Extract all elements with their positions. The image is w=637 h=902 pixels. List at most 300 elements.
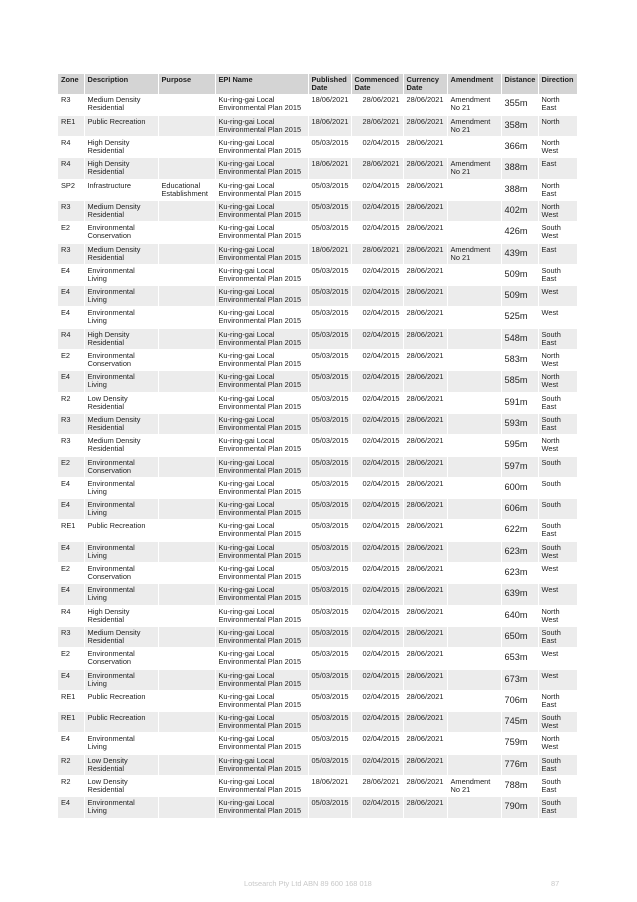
cell-epi-name: Ku-ring-gai Local Environmental Plan 2015 xyxy=(215,435,308,456)
cell-currency-date: 28/06/2021 xyxy=(403,392,447,413)
table-row xyxy=(58,435,577,456)
table-row xyxy=(58,179,577,200)
cell-distance: 509m xyxy=(501,264,538,285)
cell-amendment xyxy=(447,137,501,158)
cell-commenced-date: 02/04/2015 xyxy=(351,712,403,733)
cell-amendment: Amendment No 21 xyxy=(447,158,501,179)
table-row xyxy=(58,712,577,733)
cell-epi-name: Ku-ring-gai Local Environmental Plan 2015 xyxy=(215,200,308,221)
header-amendment: Amendment xyxy=(447,74,501,94)
cell-distance: 650m xyxy=(501,626,538,647)
cell-amendment xyxy=(447,328,501,349)
cell-direction: South West xyxy=(538,541,577,562)
cell-description: Medium Density Residential xyxy=(84,435,158,456)
cell-published-date: 05/03/2015 xyxy=(308,733,351,754)
cell-direction: East xyxy=(538,158,577,179)
cell-zone: E4 xyxy=(58,584,84,605)
cell-published-date: 05/03/2015 xyxy=(308,584,351,605)
header-commenced-date: Commenced Date xyxy=(351,74,403,94)
cell-purpose xyxy=(158,94,215,115)
table-row xyxy=(58,477,577,498)
cell-currency-date: 28/06/2021 xyxy=(403,605,447,626)
cell-distance: 623m xyxy=(501,563,538,584)
cell-commenced-date: 02/04/2015 xyxy=(351,499,403,520)
cell-epi-name: Ku-ring-gai Local Environmental Plan 2015 xyxy=(215,776,308,797)
cell-epi-name: Ku-ring-gai Local Environmental Plan 2015 xyxy=(215,584,308,605)
cell-purpose xyxy=(158,797,215,818)
cell-epi-name: Ku-ring-gai Local Environmental Plan 2015 xyxy=(215,328,308,349)
cell-published-date: 05/03/2015 xyxy=(308,669,351,690)
cell-amendment: Amendment No 21 xyxy=(447,94,501,115)
cell-published-date: 05/03/2015 xyxy=(308,435,351,456)
cell-direction: South East xyxy=(538,626,577,647)
cell-purpose xyxy=(158,286,215,307)
cell-epi-name: Ku-ring-gai Local Environmental Plan 2015 xyxy=(215,243,308,264)
cell-zone: R4 xyxy=(58,328,84,349)
cell-currency-date: 28/06/2021 xyxy=(403,200,447,221)
cell-published-date: 05/03/2015 xyxy=(308,541,351,562)
cell-epi-name: Ku-ring-gai Local Environmental Plan 2015 xyxy=(215,413,308,434)
cell-currency-date: 28/06/2021 xyxy=(403,179,447,200)
cell-amendment xyxy=(447,754,501,775)
cell-distance: 759m xyxy=(501,733,538,754)
zoning-table xyxy=(58,74,578,819)
cell-purpose xyxy=(158,264,215,285)
table-row xyxy=(58,158,577,179)
cell-epi-name: Ku-ring-gai Local Environmental Plan 2015 xyxy=(215,712,308,733)
table-row xyxy=(58,605,577,626)
cell-epi-name: Ku-ring-gai Local Environmental Plan 2015 xyxy=(215,115,308,136)
header-direction: Direction xyxy=(538,74,577,94)
cell-purpose xyxy=(158,243,215,264)
cell-distance: 606m xyxy=(501,499,538,520)
cell-zone: RE1 xyxy=(58,690,84,711)
cell-commenced-date: 02/04/2015 xyxy=(351,648,403,669)
header-description: Description xyxy=(84,74,158,94)
cell-commenced-date: 02/04/2015 xyxy=(351,264,403,285)
header-purpose: Purpose xyxy=(158,74,215,94)
cell-purpose xyxy=(158,115,215,136)
cell-published-date: 05/03/2015 xyxy=(308,137,351,158)
cell-direction: South East xyxy=(538,797,577,818)
cell-distance: 639m xyxy=(501,584,538,605)
cell-zone: E2 xyxy=(58,350,84,371)
cell-zone: E2 xyxy=(58,222,84,243)
cell-description: Infrastructure xyxy=(84,179,158,200)
cell-commenced-date: 02/04/2015 xyxy=(351,690,403,711)
cell-currency-date: 28/06/2021 xyxy=(403,712,447,733)
cell-description: Low Density Residential xyxy=(84,776,158,797)
cell-distance: 439m xyxy=(501,243,538,264)
cell-purpose xyxy=(158,605,215,626)
cell-commenced-date: 02/04/2015 xyxy=(351,350,403,371)
cell-published-date: 05/03/2015 xyxy=(308,605,351,626)
cell-amendment xyxy=(447,264,501,285)
cell-published-date: 05/03/2015 xyxy=(308,456,351,477)
cell-published-date: 05/03/2015 xyxy=(308,413,351,434)
cell-commenced-date: 02/04/2015 xyxy=(351,541,403,562)
cell-description: Environmental Living xyxy=(84,477,158,498)
cell-commenced-date: 02/04/2015 xyxy=(351,626,403,647)
cell-zone: E2 xyxy=(58,456,84,477)
cell-zone: E4 xyxy=(58,371,84,392)
cell-commenced-date: 28/06/2021 xyxy=(351,94,403,115)
cell-published-date: 18/06/2021 xyxy=(308,94,351,115)
cell-direction: South East xyxy=(538,392,577,413)
cell-direction: South xyxy=(538,456,577,477)
table-row xyxy=(58,541,577,562)
cell-currency-date: 28/06/2021 xyxy=(403,115,447,136)
cell-currency-date: 28/06/2021 xyxy=(403,435,447,456)
cell-epi-name: Ku-ring-gai Local Environmental Plan 2015 xyxy=(215,541,308,562)
cell-amendment xyxy=(447,456,501,477)
cell-zone: R3 xyxy=(58,243,84,264)
cell-commenced-date: 02/04/2015 xyxy=(351,200,403,221)
cell-zone: R3 xyxy=(58,94,84,115)
cell-zone: E4 xyxy=(58,307,84,328)
cell-published-date: 05/03/2015 xyxy=(308,712,351,733)
cell-epi-name: Ku-ring-gai Local Environmental Plan 2015 xyxy=(215,179,308,200)
cell-purpose xyxy=(158,137,215,158)
cell-purpose xyxy=(158,222,215,243)
table-row xyxy=(58,626,577,647)
cell-currency-date: 28/06/2021 xyxy=(403,307,447,328)
cell-purpose xyxy=(158,371,215,392)
cell-zone: R4 xyxy=(58,158,84,179)
cell-purpose xyxy=(158,648,215,669)
cell-amendment xyxy=(447,499,501,520)
cell-description: Medium Density Residential xyxy=(84,626,158,647)
cell-direction: South xyxy=(538,477,577,498)
table-row xyxy=(58,264,577,285)
cell-amendment xyxy=(447,392,501,413)
cell-distance: 585m xyxy=(501,371,538,392)
cell-distance: 595m xyxy=(501,435,538,456)
table-header-row xyxy=(58,74,577,94)
cell-epi-name: Ku-ring-gai Local Environmental Plan 2015 xyxy=(215,605,308,626)
table-row xyxy=(58,499,577,520)
cell-epi-name: Ku-ring-gai Local Environmental Plan 2015 xyxy=(215,371,308,392)
cell-published-date: 05/03/2015 xyxy=(308,520,351,541)
cell-direction: North East xyxy=(538,179,577,200)
cell-direction: South East xyxy=(538,328,577,349)
cell-published-date: 18/06/2021 xyxy=(308,158,351,179)
cell-purpose xyxy=(158,626,215,647)
table-row xyxy=(58,243,577,264)
cell-commenced-date: 02/04/2015 xyxy=(351,371,403,392)
cell-published-date: 05/03/2015 xyxy=(308,690,351,711)
cell-currency-date: 28/06/2021 xyxy=(403,264,447,285)
cell-purpose xyxy=(158,520,215,541)
cell-amendment xyxy=(447,222,501,243)
cell-distance: 600m xyxy=(501,477,538,498)
cell-commenced-date: 02/04/2015 xyxy=(351,456,403,477)
cell-zone: E4 xyxy=(58,797,84,818)
cell-epi-name: Ku-ring-gai Local Environmental Plan 2015 xyxy=(215,754,308,775)
cell-amendment xyxy=(447,626,501,647)
table-row xyxy=(58,94,577,115)
cell-zone: R2 xyxy=(58,776,84,797)
cell-zone: E4 xyxy=(58,499,84,520)
cell-direction: South West xyxy=(538,222,577,243)
header-currency-date: Currency Date xyxy=(403,74,447,94)
cell-description: Environmental Living xyxy=(84,286,158,307)
cell-commenced-date: 02/04/2015 xyxy=(351,286,403,307)
cell-description: Medium Density Residential xyxy=(84,94,158,115)
cell-zone: E4 xyxy=(58,733,84,754)
cell-description: Public Recreation xyxy=(84,520,158,541)
cell-direction: South East xyxy=(538,754,577,775)
cell-commenced-date: 28/06/2021 xyxy=(351,243,403,264)
cell-description: Environmental Living xyxy=(84,541,158,562)
cell-published-date: 05/03/2015 xyxy=(308,328,351,349)
cell-description: Environmental Conservation xyxy=(84,350,158,371)
cell-published-date: 18/06/2021 xyxy=(308,115,351,136)
cell-distance: 525m xyxy=(501,307,538,328)
cell-commenced-date: 02/04/2015 xyxy=(351,605,403,626)
cell-description: Environmental Living xyxy=(84,669,158,690)
cell-description: Environmental Living xyxy=(84,797,158,818)
cell-published-date: 05/03/2015 xyxy=(308,350,351,371)
cell-distance: 788m xyxy=(501,776,538,797)
cell-zone: E4 xyxy=(58,264,84,285)
cell-amendment xyxy=(447,350,501,371)
cell-amendment xyxy=(447,371,501,392)
table-row xyxy=(58,115,577,136)
table-row xyxy=(58,797,577,818)
cell-direction: North West xyxy=(538,137,577,158)
cell-distance: 706m xyxy=(501,690,538,711)
table-row xyxy=(58,371,577,392)
table-row xyxy=(58,413,577,434)
table-row xyxy=(58,392,577,413)
table-row xyxy=(58,754,577,775)
cell-description: High Density Residential xyxy=(84,328,158,349)
cell-published-date: 05/03/2015 xyxy=(308,477,351,498)
cell-currency-date: 28/06/2021 xyxy=(403,413,447,434)
cell-currency-date: 28/06/2021 xyxy=(403,328,447,349)
table-row xyxy=(58,690,577,711)
cell-currency-date: 28/06/2021 xyxy=(403,776,447,797)
table-row xyxy=(58,286,577,307)
cell-purpose xyxy=(158,712,215,733)
cell-direction: North West xyxy=(538,733,577,754)
cell-epi-name: Ku-ring-gai Local Environmental Plan 2015 xyxy=(215,563,308,584)
cell-zone: R4 xyxy=(58,137,84,158)
cell-published-date: 05/03/2015 xyxy=(308,754,351,775)
cell-amendment xyxy=(447,435,501,456)
cell-amendment: Amendment No 21 xyxy=(447,243,501,264)
page-number: 87 xyxy=(551,879,560,888)
cell-direction: North West xyxy=(538,350,577,371)
cell-description: Environmental Conservation xyxy=(84,456,158,477)
cell-description: Public Recreation xyxy=(84,712,158,733)
table-row xyxy=(58,584,577,605)
cell-currency-date: 28/06/2021 xyxy=(403,563,447,584)
cell-purpose xyxy=(158,776,215,797)
header-zone: Zone xyxy=(58,74,84,94)
cell-distance: 673m xyxy=(501,669,538,690)
cell-distance: 591m xyxy=(501,392,538,413)
table-row xyxy=(58,520,577,541)
cell-description: Environmental Living xyxy=(84,371,158,392)
cell-epi-name: Ku-ring-gai Local Environmental Plan 2015 xyxy=(215,222,308,243)
cell-description: Low Density Residential xyxy=(84,392,158,413)
cell-description: Medium Density Residential xyxy=(84,200,158,221)
cell-currency-date: 28/06/2021 xyxy=(403,350,447,371)
cell-commenced-date: 02/04/2015 xyxy=(351,328,403,349)
cell-amendment xyxy=(447,563,501,584)
cell-currency-date: 28/06/2021 xyxy=(403,158,447,179)
cell-commenced-date: 02/04/2015 xyxy=(351,413,403,434)
cell-distance: 776m xyxy=(501,754,538,775)
cell-description: Medium Density Residential xyxy=(84,413,158,434)
cell-direction: North West xyxy=(538,605,577,626)
cell-commenced-date: 02/04/2015 xyxy=(351,222,403,243)
table-row xyxy=(58,776,577,797)
cell-commenced-date: 02/04/2015 xyxy=(351,392,403,413)
cell-amendment xyxy=(447,520,501,541)
cell-amendment xyxy=(447,648,501,669)
cell-epi-name: Ku-ring-gai Local Environmental Plan 2015 xyxy=(215,648,308,669)
cell-description: Environmental Conservation xyxy=(84,648,158,669)
cell-purpose xyxy=(158,350,215,371)
cell-zone: E2 xyxy=(58,563,84,584)
cell-zone: E4 xyxy=(58,541,84,562)
cell-amendment xyxy=(447,413,501,434)
cell-zone: R2 xyxy=(58,392,84,413)
cell-amendment xyxy=(447,605,501,626)
cell-direction: South East xyxy=(538,776,577,797)
cell-description: Public Recreation xyxy=(84,115,158,136)
cell-direction: West xyxy=(538,307,577,328)
cell-currency-date: 28/06/2021 xyxy=(403,94,447,115)
cell-commenced-date: 02/04/2015 xyxy=(351,669,403,690)
cell-amendment xyxy=(447,733,501,754)
cell-purpose xyxy=(158,541,215,562)
cell-commenced-date: 02/04/2015 xyxy=(351,733,403,754)
table-row xyxy=(58,200,577,221)
cell-direction: North West xyxy=(538,371,577,392)
cell-purpose xyxy=(158,307,215,328)
table-row xyxy=(58,328,577,349)
cell-distance: 402m xyxy=(501,200,538,221)
table-body xyxy=(58,94,577,818)
cell-zone: R3 xyxy=(58,413,84,434)
cell-description: Environmental Living xyxy=(84,499,158,520)
cell-direction: South West xyxy=(538,712,577,733)
cell-currency-date: 28/06/2021 xyxy=(403,626,447,647)
cell-commenced-date: 02/04/2015 xyxy=(351,435,403,456)
cell-amendment xyxy=(447,286,501,307)
table-row xyxy=(58,137,577,158)
cell-description: Environmental Living xyxy=(84,584,158,605)
cell-description: High Density Residential xyxy=(84,158,158,179)
cell-currency-date: 28/06/2021 xyxy=(403,137,447,158)
cell-description: Public Recreation xyxy=(84,690,158,711)
cell-distance: 583m xyxy=(501,350,538,371)
cell-distance: 358m xyxy=(501,115,538,136)
cell-currency-date: 28/06/2021 xyxy=(403,286,447,307)
cell-published-date: 05/03/2015 xyxy=(308,200,351,221)
cell-commenced-date: 02/04/2015 xyxy=(351,477,403,498)
cell-published-date: 05/03/2015 xyxy=(308,797,351,818)
cell-published-date: 05/03/2015 xyxy=(308,371,351,392)
cell-amendment xyxy=(447,690,501,711)
cell-published-date: 05/03/2015 xyxy=(308,264,351,285)
cell-published-date: 05/03/2015 xyxy=(308,499,351,520)
cell-direction: West xyxy=(538,563,577,584)
cell-purpose xyxy=(158,754,215,775)
table-row xyxy=(58,307,577,328)
cell-currency-date: 28/06/2021 xyxy=(403,648,447,669)
cell-published-date: 18/06/2021 xyxy=(308,776,351,797)
cell-distance: 745m xyxy=(501,712,538,733)
cell-direction: North East xyxy=(538,94,577,115)
cell-purpose xyxy=(158,158,215,179)
cell-published-date: 05/03/2015 xyxy=(308,286,351,307)
cell-purpose xyxy=(158,413,215,434)
cell-purpose xyxy=(158,499,215,520)
cell-epi-name: Ku-ring-gai Local Environmental Plan 2015 xyxy=(215,264,308,285)
cell-direction: South xyxy=(538,499,577,520)
cell-purpose xyxy=(158,733,215,754)
table-row xyxy=(58,563,577,584)
cell-published-date: 05/03/2015 xyxy=(308,648,351,669)
cell-epi-name: Ku-ring-gai Local Environmental Plan 2015 xyxy=(215,626,308,647)
cell-commenced-date: 02/04/2015 xyxy=(351,137,403,158)
cell-distance: 388m xyxy=(501,179,538,200)
cell-zone: R3 xyxy=(58,626,84,647)
table-row xyxy=(58,669,577,690)
cell-purpose xyxy=(158,456,215,477)
cell-distance: 653m xyxy=(501,648,538,669)
cell-commenced-date: 02/04/2015 xyxy=(351,563,403,584)
cell-zone: RE1 xyxy=(58,712,84,733)
cell-currency-date: 28/06/2021 xyxy=(403,690,447,711)
cell-amendment xyxy=(447,200,501,221)
cell-amendment xyxy=(447,797,501,818)
cell-published-date: 05/03/2015 xyxy=(308,307,351,328)
cell-amendment xyxy=(447,712,501,733)
cell-epi-name: Ku-ring-gai Local Environmental Plan 2015 xyxy=(215,733,308,754)
cell-epi-name: Ku-ring-gai Local Environmental Plan 2015 xyxy=(215,477,308,498)
cell-amendment: Amendment No 21 xyxy=(447,115,501,136)
cell-amendment xyxy=(447,179,501,200)
header-distance: Distance xyxy=(501,74,538,94)
cell-published-date: 05/03/2015 xyxy=(308,179,351,200)
cell-currency-date: 28/06/2021 xyxy=(403,456,447,477)
cell-commenced-date: 28/06/2021 xyxy=(351,115,403,136)
cell-epi-name: Ku-ring-gai Local Environmental Plan 2015 xyxy=(215,669,308,690)
cell-currency-date: 28/06/2021 xyxy=(403,754,447,775)
table-row xyxy=(58,648,577,669)
cell-description: Low Density Residential xyxy=(84,754,158,775)
cell-distance: 623m xyxy=(501,541,538,562)
cell-zone: E2 xyxy=(58,648,84,669)
cell-distance: 597m xyxy=(501,456,538,477)
cell-commenced-date: 02/04/2015 xyxy=(351,179,403,200)
cell-direction: West xyxy=(538,286,577,307)
cell-currency-date: 28/06/2021 xyxy=(403,520,447,541)
cell-description: Environmental Living xyxy=(84,307,158,328)
cell-epi-name: Ku-ring-gai Local Environmental Plan 2015 xyxy=(215,94,308,115)
cell-epi-name: Ku-ring-gai Local Environmental Plan 2015 xyxy=(215,307,308,328)
header-published-date: Published Date xyxy=(308,74,351,94)
table-row xyxy=(58,456,577,477)
cell-purpose xyxy=(158,392,215,413)
cell-amendment xyxy=(447,307,501,328)
